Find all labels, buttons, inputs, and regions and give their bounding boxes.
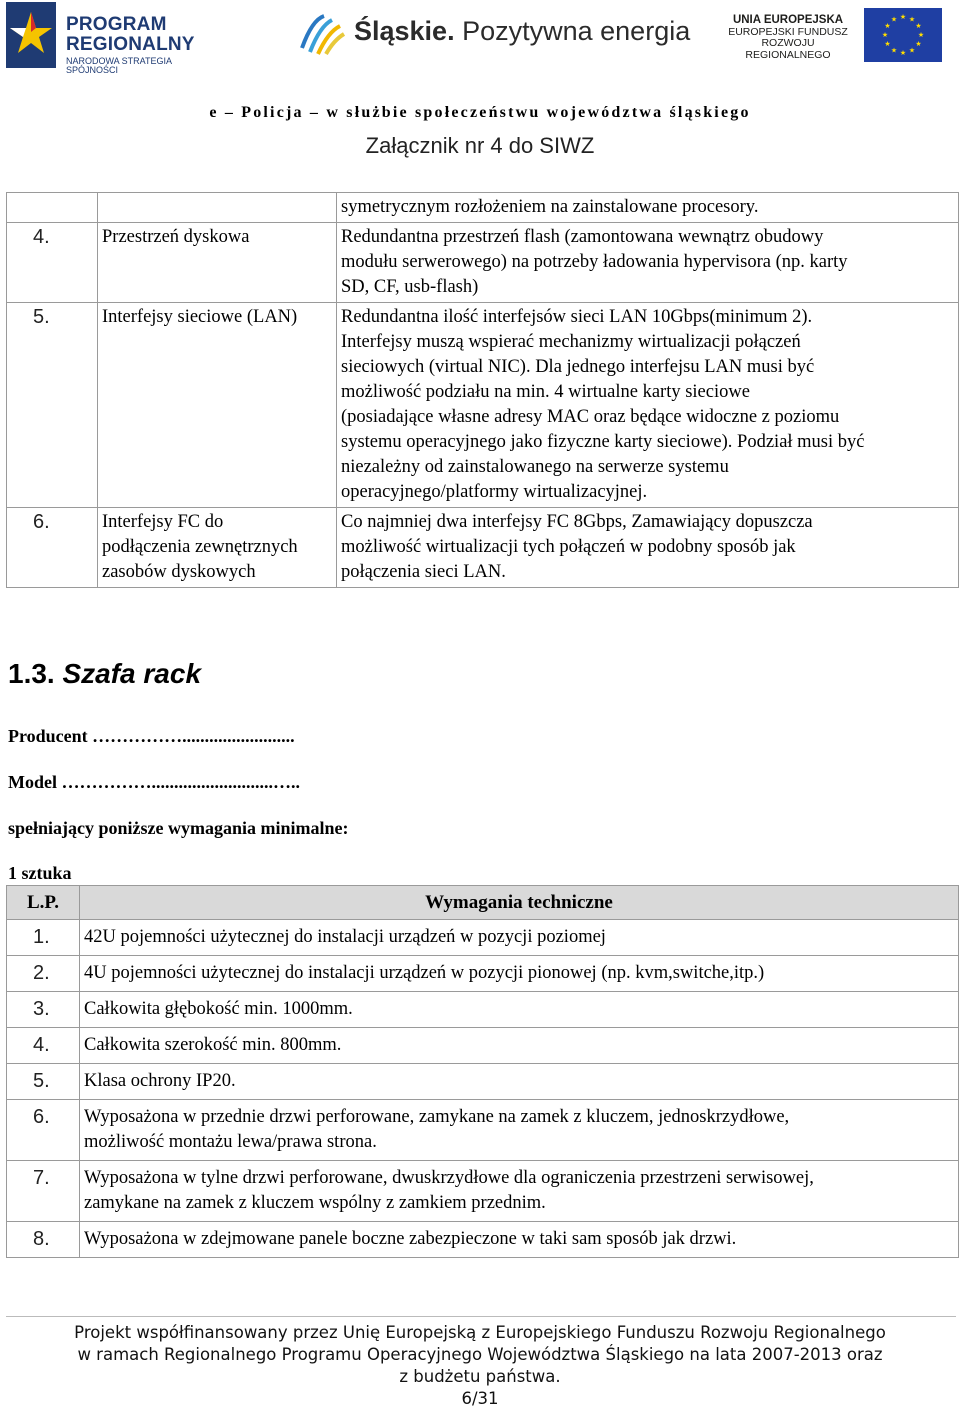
table-row (7, 508, 959, 588)
row-number: 6. (7, 508, 98, 588)
svg-text:★: ★ (915, 40, 922, 48)
svg-text:★: ★ (908, 15, 916, 24)
row-number: 7. (7, 1161, 80, 1222)
page-subtitle: Załącznik nr 4 do SIWZ (365, 133, 595, 158)
row-number: 5. (7, 303, 98, 508)
footer-divider (6, 1316, 956, 1317)
logo-tagline: Pozytywna energia (462, 16, 691, 46)
table-header-row (7, 886, 959, 920)
model-field: Model ……………...........................….. (8, 772, 300, 792)
svg-text:★: ★ (899, 49, 907, 57)
program-regionalny-logo (6, 2, 221, 75)
row-number: 2. (7, 956, 80, 992)
table-row (7, 1222, 959, 1258)
row-name: Przestrzeń dyskowa (98, 223, 337, 303)
row-requirement: Wyposażona w tylne drzwi perforowane, dwuskrzydłowe dla ograniczenia przestrzeni serwisowej, zamykane na zamek z kluczem wspólny z zamkiem przednim. (80, 1161, 959, 1222)
table-row (7, 223, 959, 303)
table-row (7, 1161, 959, 1222)
svg-text:★: ★ (908, 46, 916, 55)
table-row (7, 1064, 959, 1100)
table-row (7, 956, 959, 992)
logo-line-2: REGIONALNY (66, 34, 195, 55)
eu-flag-icon (864, 8, 942, 62)
slaskie-logo (298, 12, 691, 56)
row-description: Co najmniej dwa interfejsy FC 8Gbps, Zamawiający dopuszcza możliwość wirtualizacji tych połączeń w podobny sposób jak połączenia sieci LAN. (337, 508, 959, 588)
row-number: 3. (7, 992, 80, 1028)
row-number: 6. (7, 1100, 80, 1161)
row-number: 5. (7, 1064, 80, 1100)
logo-brand: Śląskie. (354, 16, 455, 46)
svg-text:★: ★ (884, 40, 891, 48)
requirements-intro: spełniający poniższe wymagania minimalne: (8, 818, 349, 838)
row-number: 1. (7, 920, 80, 956)
eu-logo (712, 8, 952, 66)
row-requirement: Wyposażona w zdejmowane panele boczne zabezpieczone w taki sam sposób jak drzwi. (80, 1222, 959, 1258)
row-name (98, 193, 337, 223)
svg-text:★: ★ (890, 46, 898, 55)
row-number: 4. (7, 223, 98, 303)
logo-line-1: PROGRAM (66, 14, 167, 35)
row-number: 4. (7, 1028, 80, 1064)
table-row (7, 303, 959, 508)
section-number: 1.3. (8, 658, 55, 689)
row-name: Interfejsy FC do podłączenia zewnętrznych zasobów dyskowych (98, 508, 337, 588)
table-row (7, 1028, 959, 1064)
svg-text:★: ★ (899, 13, 907, 21)
row-description: Redundantna ilość interfejsów sieci LAN 10Gbps(minimum 2). Interfejsy muszą wspierać mechanizmy wirtualizacji połączeń sieciowych (virtual NIC). Dla jednego interfejsu LAN musi być możliwość podziału na min. 4 wirtualne karty sieciowe (posiadające własne adresy MAC oraz będące widoczne z poziomu systemu operacyjnego jako fizyczne karty sieciowe). Podział musi być niezależny od zainstalowanego na serwerze systemu operacyjnego/platformy wirtualizacyjnej. (337, 303, 959, 508)
footer-line-1: Projekt współfinansowany przez Unię Europejską z Europejskiego Funduszu Rozwoju Regionalnego (74, 1323, 886, 1342)
section-title: Szafa rack (62, 658, 202, 689)
table-row (7, 992, 959, 1028)
table-row (7, 1100, 959, 1161)
star-logo-icon (6, 2, 62, 68)
eu-line-3: ROZWOJU REGIONALNEGO (745, 37, 831, 61)
row-requirement: Klasa ochrony IP20. (80, 1064, 959, 1100)
table-row (7, 193, 959, 223)
eu-line-1: UNIA EUROPEJSKA (732, 14, 844, 26)
row-description: Redundantna przestrzeń flash (zamontowana wewnątrz obudowy modułu serwerowego) na potrzeby ładowania hypervisora (np. karty SD, CF, usb-flash) (337, 223, 959, 303)
svg-text:★: ★ (890, 15, 898, 24)
row-number (7, 193, 98, 223)
logo-line-3: NARODOWA STRATEGIA SPÓJNOŚCI (66, 56, 172, 75)
footer-line-3: z budżetu państwa. (399, 1367, 561, 1386)
row-requirement: Całkowita głębokość min. 1000mm. (80, 992, 959, 1028)
row-name: Interfejsy sieciowe (LAN) (98, 303, 337, 508)
page-number: 6/31 (461, 1389, 499, 1408)
server-requirements-table (6, 192, 959, 588)
row-description: symetrycznym rozłożeniem na zainstalowane procesory. (337, 193, 959, 223)
row-number: 8. (7, 1222, 80, 1258)
page-footer (0, 1322, 960, 1410)
row-requirement: 42U pojemności użytecznej do instalacji urządzeń w pozycji poziomej (80, 920, 959, 956)
footer-line-2: w ramach Regionalnego Programu Operacyjnego Województwa Śląskiego na lata 2007-2013 oraz (77, 1345, 883, 1364)
producer-field: Producent ……………......................... (8, 726, 295, 746)
page-title: e – Policja – w służbie społeczeństwu województwa śląskiego (209, 104, 751, 121)
column-header-lp: L.P. (7, 886, 80, 920)
rack-requirements-table (6, 885, 959, 1258)
section-heading (8, 658, 201, 690)
svg-text:★: ★ (884, 22, 891, 30)
column-header-requirements: Wymagania techniczne (80, 886, 959, 920)
svg-text:★: ★ (917, 31, 925, 39)
quantity-label: 1 sztuka (8, 863, 72, 883)
wave-logo-icon (298, 12, 348, 56)
eu-line-2: EUROPEJSKI FUNDUSZ (728, 25, 848, 38)
svg-text:★: ★ (881, 31, 889, 39)
row-requirement: Całkowita szerokość min. 800mm. (80, 1028, 959, 1064)
svg-text:★: ★ (915, 22, 922, 30)
row-requirement: 4U pojemności użytecznej do instalacji urządzeń w pozycji pionowej (np. kvm,switche,itp.) (80, 956, 959, 992)
table-row (7, 920, 959, 956)
row-requirement: Wyposażona w przednie drzwi perforowane, zamykane na zamek z kluczem, jednoskrzydłowe, możliwość montażu lewa/prawa strona. (80, 1100, 959, 1161)
